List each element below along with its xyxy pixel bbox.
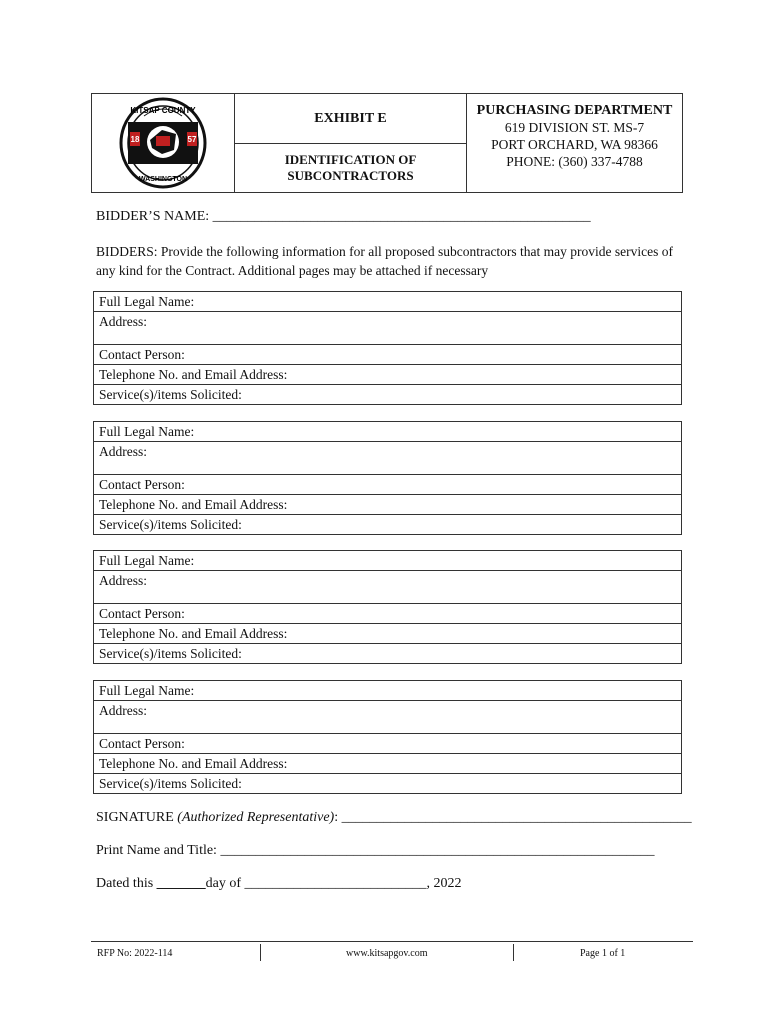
form-header — [91, 93, 683, 193]
logo-cell — [92, 94, 235, 192]
department-address-line2: PORT ORCHARD, WA 98366 — [491, 137, 658, 152]
instructions-text: BIDDERS: Provide the following information for all proposed subcontractors that may provide services of any kind for the Contract. Additional pages may be attached if necessary — [96, 244, 674, 278]
dated-suffix: day of __________________________, 2022 — [205, 876, 462, 891]
contact-person-field[interactable]: Contact Person: — [94, 345, 681, 365]
services-field[interactable]: Service(s)/items Solicited: — [99, 517, 242, 532]
svg-text:KITSAP COUNTY: KITSAP COUNTY — [130, 106, 196, 115]
address-field[interactable]: Address: — [94, 442, 681, 475]
footer-divider — [91, 941, 693, 942]
legal-name-field[interactable]: Full Legal Name: — [94, 551, 681, 571]
address-field[interactable]: Address: — [94, 312, 681, 345]
signature-field[interactable] — [96, 810, 692, 826]
legal-name-field[interactable]: Full Legal Name: — [94, 292, 681, 312]
subcontractor-table-1 — [93, 291, 682, 405]
dated-field[interactable] — [96, 876, 462, 892]
form-title — [235, 144, 466, 192]
legal-name-field[interactable]: Full Legal Name: — [94, 681, 681, 701]
footer-page-number: Page 1 of 1 — [580, 948, 626, 959]
services-field[interactable]: Service(s)/items Solicited: — [99, 387, 242, 402]
department-info — [467, 94, 682, 192]
services-field[interactable]: Service(s)/items Solicited: — [99, 646, 242, 661]
department-phone: PHONE: (360) 337-4788 — [506, 154, 643, 169]
telephone-email-field[interactable]: Telephone No. and Email Address: — [94, 495, 681, 515]
address-field[interactable]: Address: — [94, 571, 681, 604]
contact-person-field[interactable]: Contact Person: — [94, 475, 681, 495]
dated-day-blank: _______ — [156, 876, 206, 891]
form-title-line2: SUBCONTRACTORS — [287, 168, 414, 183]
footer-separator — [260, 944, 261, 961]
kitsap-county-seal-logo — [92, 94, 234, 192]
telephone-email-field[interactable]: Telephone No. and Email Address: — [94, 624, 681, 644]
form-title-line1: IDENTIFICATION OF — [284, 152, 417, 167]
contact-person-field[interactable]: Contact Person: — [94, 734, 681, 754]
svg-text:WASHINGTON: WASHINGTON — [138, 176, 188, 183]
exhibit-cell — [235, 94, 467, 192]
svg-text:57: 57 — [187, 135, 197, 144]
subcontractor-table-3 — [93, 550, 682, 664]
signature-label-italic: (Authorized Representative) — [177, 810, 335, 825]
legal-name-field[interactable]: Full Legal Name: — [94, 422, 681, 442]
contact-person-field[interactable]: Contact Person: — [94, 604, 681, 624]
department-address-line1: 619 DIVISION ST. MS-7 — [504, 120, 645, 135]
dated-prefix: Dated this — [96, 876, 157, 891]
department-title: PURCHASING DEPARTMENT — [476, 103, 673, 118]
print-name-title-field[interactable]: Print Name and Title: ______________________________________________________________ — [96, 843, 655, 858]
signature-label: SIGNATURE — [96, 810, 178, 825]
bidder-name-field[interactable]: BIDDER’S NAME: ______________________________________________________ — [96, 209, 591, 224]
services-field[interactable]: Service(s)/items Solicited: — [99, 776, 242, 791]
footer-website: www.kitsapgov.com — [346, 948, 428, 959]
subcontractor-table-2 — [93, 421, 682, 535]
telephone-email-field[interactable]: Telephone No. and Email Address: — [94, 754, 681, 774]
address-field[interactable]: Address: — [94, 701, 681, 734]
signature-line: : __________________________________________________ — [334, 810, 692, 825]
footer-separator — [513, 944, 514, 961]
svg-text:18: 18 — [130, 135, 140, 144]
exhibit-title: EXHIBIT E — [235, 94, 466, 144]
subcontractor-table-4 — [93, 680, 682, 794]
telephone-email-field[interactable]: Telephone No. and Email Address: — [94, 365, 681, 385]
footer-rfp-number: RFP No: 2022-114 — [97, 948, 173, 959]
